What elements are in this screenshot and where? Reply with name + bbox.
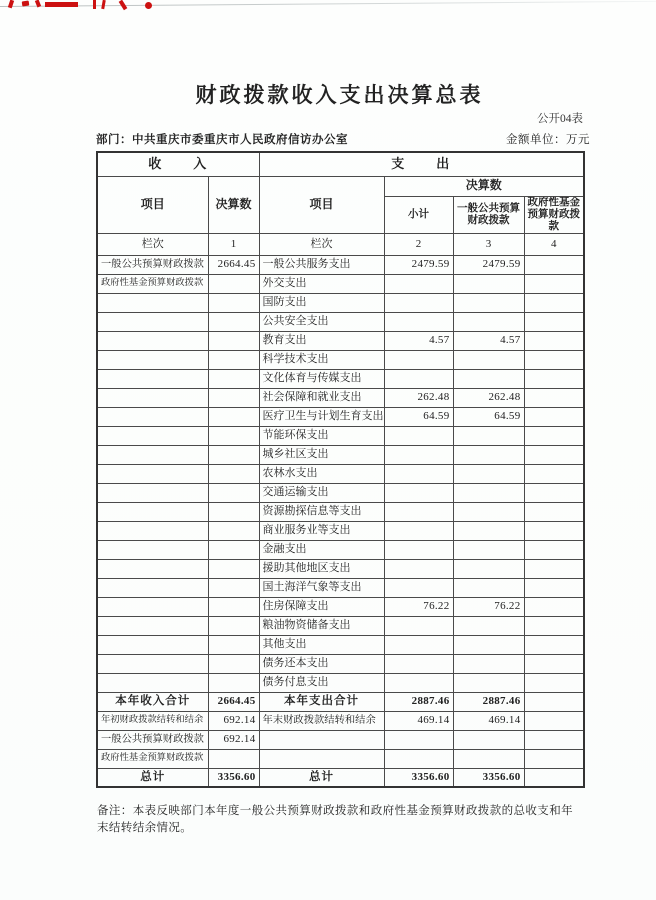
revenue-item-label	[97, 464, 208, 483]
expenditure-general: 4.57	[453, 331, 524, 350]
expenditure-govfund	[524, 730, 584, 749]
table-row	[97, 426, 584, 445]
unit-label: 金额单位：万元	[506, 134, 590, 146]
revenue-amount	[208, 350, 259, 369]
revenue-item-label	[97, 521, 208, 540]
expenditure-item-header: 项目	[259, 176, 384, 233]
revenue-amount	[208, 616, 259, 635]
expenditure-subtotal	[384, 445, 453, 464]
carryover-row	[97, 711, 584, 730]
red-mark-icon	[45, 2, 78, 7]
revenue-item-label	[97, 445, 208, 464]
expenditure-item-label: 债务还本支出	[259, 654, 384, 673]
expenditure-subtotal	[384, 635, 453, 654]
expenditure-subtotal	[384, 464, 453, 483]
subtotal-header: 小计	[384, 196, 453, 233]
grand-total-row	[97, 768, 584, 787]
table-row	[97, 407, 584, 426]
table-row	[97, 350, 584, 369]
revenue-item-label	[97, 407, 208, 426]
expenditure-item-label: 年末财政拨款结转和结余	[259, 711, 384, 730]
revenue-amount: 2664.45	[208, 255, 259, 274]
revenue-item-label: 一般公共预算财政拨款	[97, 255, 208, 274]
expenditure-govfund	[524, 483, 584, 502]
expenditure-item-label: 公共安全支出	[259, 312, 384, 331]
header-row-1	[97, 176, 584, 196]
revenue-amount	[208, 597, 259, 616]
expenditure-general	[453, 559, 524, 578]
expenditure-item-label: 国土海洋气象等支出	[259, 578, 384, 597]
table-row	[97, 540, 584, 559]
expenditure-subtotal	[384, 312, 453, 331]
expenditure-general	[453, 445, 524, 464]
expenditure-general	[453, 654, 524, 673]
expenditure-govfund	[524, 540, 584, 559]
expenditure-item-label	[259, 730, 384, 749]
expenditure-govfund	[524, 407, 584, 426]
expenditure-subtotal	[384, 654, 453, 673]
revenue-amount	[208, 407, 259, 426]
red-mark-icon	[101, 0, 106, 9]
revenue-amount	[208, 540, 259, 559]
revenue-amount	[208, 464, 259, 483]
col-index-1: 1	[208, 233, 259, 255]
table-row	[97, 616, 584, 635]
table-row	[97, 255, 584, 274]
expenditure-govfund	[524, 559, 584, 578]
revenue-item-label	[97, 293, 208, 312]
revenue-amount: 692.14	[208, 711, 259, 730]
col-index-4: 4	[524, 233, 584, 255]
expenditure-govfund	[524, 293, 584, 312]
expenditure-govfund	[524, 331, 584, 350]
revenue-item-label: 政府性基金预算财政拨款	[97, 274, 208, 293]
table-row	[97, 331, 584, 350]
final-accounts-table	[96, 151, 585, 788]
expenditure-general: 469.14	[453, 711, 524, 730]
expenditure-subtotal	[384, 540, 453, 559]
expenditure-general	[453, 521, 524, 540]
expenditure-subtotal: 262.48	[384, 388, 453, 407]
revenue-item-label	[97, 597, 208, 616]
expenditure-item-label: 社会保障和就业支出	[259, 388, 384, 407]
expenditure-item-label: 科学技术支出	[259, 350, 384, 369]
expenditure-grand-total-label: 总计	[259, 768, 384, 787]
expenditure-total-label: 本年支出合计	[259, 692, 384, 711]
expenditure-grand-total-govfund	[524, 768, 584, 787]
expenditure-subtotal: 4.57	[384, 331, 453, 350]
table-row	[97, 502, 584, 521]
table-row	[97, 730, 584, 749]
expenditure-subtotal: 64.59	[384, 407, 453, 426]
expenditure-subtotal	[384, 483, 453, 502]
revenue-amount	[208, 502, 259, 521]
expenditure-item-label: 商业服务业等支出	[259, 521, 384, 540]
expenditure-govfund	[524, 597, 584, 616]
expenditure-item-label: 金融支出	[259, 540, 384, 559]
expenditure-general	[453, 673, 524, 692]
revenue-amount	[208, 293, 259, 312]
expenditure-general: 262.48	[453, 388, 524, 407]
table-row	[97, 445, 584, 464]
expenditure-general	[453, 616, 524, 635]
revenue-item-label	[97, 502, 208, 521]
table-row	[97, 521, 584, 540]
table-code: 公开04表	[537, 113, 583, 125]
expenditure-general	[453, 749, 524, 768]
revenue-item-label	[97, 559, 208, 578]
expenditure-govfund	[524, 616, 584, 635]
department-label: 部门：中共重庆市委重庆市人民政府信访办公室	[96, 134, 348, 146]
red-mark-icon	[145, 2, 152, 9]
expenditure-subtotal: 469.14	[384, 711, 453, 730]
expenditure-total-general: 2887.46	[453, 692, 524, 711]
expenditure-govfund	[524, 673, 584, 692]
expenditure-subtotal	[384, 274, 453, 293]
expenditure-general: 64.59	[453, 407, 524, 426]
table-row	[97, 274, 584, 293]
expenditure-item-label: 援助其他地区支出	[259, 559, 384, 578]
revenue-item-label	[97, 635, 208, 654]
expenditure-general	[453, 635, 524, 654]
expenditure-govfund	[524, 635, 584, 654]
revenue-amount	[208, 654, 259, 673]
expenditure-item-label: 一般公共服务支出	[259, 255, 384, 274]
expenditure-general	[453, 540, 524, 559]
table-row	[97, 464, 584, 483]
revenue-amount	[208, 312, 259, 331]
revenue-item-label	[97, 540, 208, 559]
revenue-amount	[208, 559, 259, 578]
page-title: 财政拨款收入支出决算总表	[195, 83, 484, 107]
revenue-grand-total-label: 总计	[97, 768, 208, 787]
revenue-amount	[208, 369, 259, 388]
expenditure-govfund	[524, 350, 584, 369]
revenue-amount	[208, 274, 259, 293]
expenditure-govfund	[524, 578, 584, 597]
expenditure-general	[453, 350, 524, 369]
expenditure-govfund	[524, 749, 584, 768]
expenditure-general: 2479.59	[453, 255, 524, 274]
table-row	[97, 673, 584, 692]
table-row	[97, 388, 584, 407]
table-row	[97, 635, 584, 654]
revenue-amount	[208, 331, 259, 350]
expenditure-subtotal	[384, 426, 453, 445]
expenditure-general	[453, 578, 524, 597]
expenditure-item-label: 外交支出	[259, 274, 384, 293]
expenditure-subtotal	[384, 521, 453, 540]
revenue-item-label	[97, 369, 208, 388]
expenditure-subtotal	[384, 616, 453, 635]
expenditure-amount-header: 决算数	[384, 176, 584, 196]
expenditure-item-label: 资源勘探信息等支出	[259, 502, 384, 521]
expenditure-general	[453, 426, 524, 445]
column-index-row	[97, 233, 584, 255]
expenditure-subtotal	[384, 369, 453, 388]
revenue-amount	[208, 749, 259, 768]
expenditure-govfund	[524, 502, 584, 521]
revenue-total-amount: 2664.45	[208, 692, 259, 711]
expenditure-total-subtotal: 2887.46	[384, 692, 453, 711]
expenditure-subtotal: 2479.59	[384, 255, 453, 274]
revenue-item-label	[97, 578, 208, 597]
table-row	[97, 654, 584, 673]
red-mark-icon	[22, 1, 30, 7]
revenue-item-label: 年初财政拨款结转和结余	[97, 711, 208, 730]
revenue-item-label	[97, 312, 208, 331]
expenditure-general	[453, 502, 524, 521]
income-amount-header: 决算数	[208, 176, 259, 233]
expenditure-govfund	[524, 388, 584, 407]
expenditure-subtotal	[384, 293, 453, 312]
revenue-amount	[208, 426, 259, 445]
income-item-header: 项目	[97, 176, 208, 233]
expenditure-general	[453, 369, 524, 388]
revenue-amount	[208, 673, 259, 692]
expenditure-group-header: 支 出	[259, 152, 584, 176]
expenditure-general: 76.22	[453, 597, 524, 616]
total-row-current-year	[97, 692, 584, 711]
table-row	[97, 559, 584, 578]
table-row	[97, 483, 584, 502]
red-mark-icon	[93, 0, 96, 9]
revenue-item-label	[97, 483, 208, 502]
expenditure-subtotal	[384, 502, 453, 521]
table-row	[97, 369, 584, 388]
expenditure-subtotal	[384, 673, 453, 692]
expenditure-item-label: 国防支出	[259, 293, 384, 312]
red-mark-icon	[8, 0, 14, 8]
lanci-income: 栏次	[97, 233, 208, 255]
revenue-item-label	[97, 350, 208, 369]
red-stamp-fragments	[0, 0, 360, 14]
revenue-item-label	[97, 388, 208, 407]
revenue-amount	[208, 521, 259, 540]
income-group-header: 收 入	[97, 152, 259, 176]
revenue-item-label: 政府性基金预算财政拨款	[97, 749, 208, 768]
expenditure-govfund	[524, 654, 584, 673]
expenditure-item-label: 其他支出	[259, 635, 384, 654]
table-row	[97, 597, 584, 616]
revenue-amount	[208, 635, 259, 654]
expenditure-general	[453, 293, 524, 312]
header-group-row	[97, 152, 584, 176]
table-row	[97, 312, 584, 331]
col-index-3: 3	[453, 233, 524, 255]
revenue-total-label: 本年收入合计	[97, 692, 208, 711]
red-mark-icon	[35, 0, 41, 7]
expenditure-govfund	[524, 464, 584, 483]
revenue-amount: 692.14	[208, 730, 259, 749]
expenditure-item-label: 债务付息支出	[259, 673, 384, 692]
expenditure-item-label: 教育支出	[259, 331, 384, 350]
expenditure-grand-total-general: 3356.60	[453, 768, 524, 787]
expenditure-item-label: 交通运输支出	[259, 483, 384, 502]
revenue-item-label	[97, 654, 208, 673]
expenditure-item-label	[259, 749, 384, 768]
expenditure-govfund	[524, 255, 584, 274]
expenditure-item-label: 节能环保支出	[259, 426, 384, 445]
table-row	[97, 293, 584, 312]
general-budget-header: 一般公共预算财政拨款	[453, 196, 524, 233]
expenditure-govfund	[524, 521, 584, 540]
table-row	[97, 578, 584, 597]
expenditure-subtotal	[384, 749, 453, 768]
revenue-amount	[208, 578, 259, 597]
revenue-item-label	[97, 331, 208, 350]
expenditure-item-label: 粮油物资储备支出	[259, 616, 384, 635]
expenditure-general	[453, 274, 524, 293]
expenditure-general	[453, 312, 524, 331]
expenditure-subtotal	[384, 578, 453, 597]
expenditure-govfund	[524, 445, 584, 464]
expenditure-item-label: 城乡社区支出	[259, 445, 384, 464]
gov-fund-header: 政府性基金预算财政拨款	[524, 196, 584, 233]
revenue-amount	[208, 445, 259, 464]
revenue-item-label: 一般公共预算财政拨款	[97, 730, 208, 749]
expenditure-item-label: 农林水支出	[259, 464, 384, 483]
lanci-expenditure: 栏次	[259, 233, 384, 255]
expenditure-govfund	[524, 274, 584, 293]
revenue-grand-total-amount: 3356.60	[208, 768, 259, 787]
meta-row	[96, 131, 590, 147]
expenditure-general	[453, 464, 524, 483]
table-row	[97, 749, 584, 768]
revenue-item-label	[97, 426, 208, 445]
red-mark-icon	[119, 0, 128, 10]
revenue-item-label	[97, 673, 208, 692]
expenditure-subtotal	[384, 730, 453, 749]
expenditure-total-govfund	[524, 692, 584, 711]
expenditure-grand-total-subtotal: 3356.60	[384, 768, 453, 787]
revenue-amount	[208, 483, 259, 502]
expenditure-general	[453, 730, 524, 749]
expenditure-subtotal: 76.22	[384, 597, 453, 616]
expenditure-subtotal	[384, 350, 453, 369]
expenditure-item-label: 医疗卫生与计划生育支出	[259, 407, 384, 426]
expenditure-govfund	[524, 312, 584, 331]
expenditure-general	[453, 483, 524, 502]
footnote: 备注：本表反映部门本年度一般公共预算财政拨款和政府性基金预算财政拨款的总收支和年末结转结余情况。	[97, 805, 573, 834]
col-index-2: 2	[384, 233, 453, 255]
expenditure-govfund	[524, 426, 584, 445]
expenditure-item-label: 文化体育与传媒支出	[259, 369, 384, 388]
revenue-amount	[208, 388, 259, 407]
revenue-item-label	[97, 616, 208, 635]
expenditure-govfund	[524, 711, 584, 730]
expenditure-subtotal	[384, 559, 453, 578]
expenditure-item-label: 住房保障支出	[259, 597, 384, 616]
expenditure-govfund	[524, 369, 584, 388]
